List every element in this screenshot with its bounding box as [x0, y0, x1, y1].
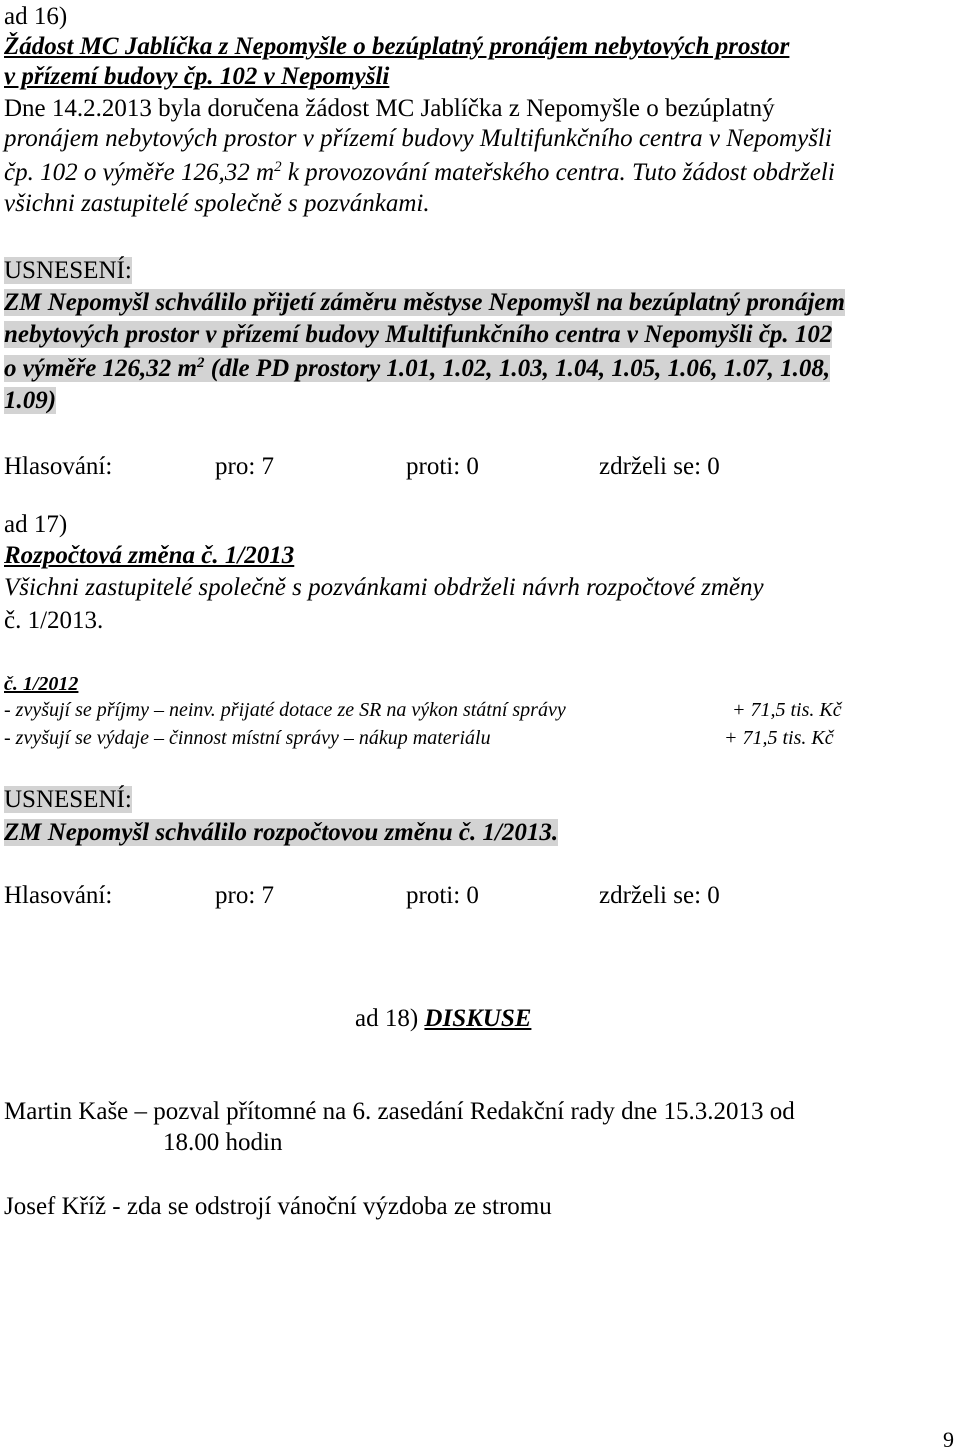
body-text-line3: čp. 102 o výměře 126,32 $m^2$ k provozování mateřského centra. Tuto žádost obdrželi [4, 159, 835, 186]
resolution-label: USNESENÍ: [4, 257, 132, 284]
body-text-ad17-line1: Všichni zastupitelé společně s pozvánkami obdrželi návrh rozpočtové změny [4, 574, 764, 601]
budget-item-2-text: - zvyšují se výdaje – činnost místní správy – nákup materiálu [4, 727, 491, 749]
vote-pro: pro: 7 [215, 882, 275, 909]
section-title-ad17: Rozpočtová změna č. 1/2013 [4, 542, 295, 569]
resolution-line4: 1.09) [4, 387, 57, 414]
vote-label: Hlasování: [4, 453, 113, 480]
diskuse-title: DISKUSE [424, 1005, 532, 1032]
page-number: 9 [943, 1427, 954, 1452]
body-text-line1: Dne 14.2.2013 byla doručena žádost MC Jablíčka z Nepomyšle o bezúplatný [4, 95, 775, 122]
discussion-entry-1-line2: 18.00 hodin [163, 1129, 283, 1156]
vote-result-ad17 [4, 881, 904, 911]
body-text-line2: pronájem nebytových prostor v přízemí budovy Multifunkčního centra v Nepomyšli [4, 125, 832, 152]
vote-proti: proti: 0 [406, 453, 479, 480]
budget-item-1-amount: + 71,5 tis. Kč [732, 699, 842, 721]
vote-zdrzeli: zdrželi se: 0 [599, 453, 720, 480]
budget-item-2 [4, 725, 904, 751]
resolution-line3: o výměře 126,32 $m^2$ (dle PD prostory 1.01, 1.02, 1.03, 1.04, 1.05, 1.06, 1.07, 1.08, [4, 355, 831, 382]
budget-item-2-amount: + 71,5 tis. Kč [724, 727, 834, 749]
resolution-line2: nebytových prostor v přízemí budovy Multifunkčního centra v Nepomyšli čp. 102 [4, 321, 833, 348]
section-title-line1: Žádost MC Jablíčka z Nepomyšle o bezúplatný pronájem nebytových prostor [4, 33, 790, 60]
budget-item-1 [4, 697, 904, 723]
vote-label: Hlasování: [4, 882, 113, 909]
body-text-ad17-line2: č. 1/2013. [4, 607, 104, 634]
body-text-line4: všichni zastupitelé společně s pozvánkami. [4, 190, 430, 217]
vote-pro: pro: 7 [215, 453, 275, 480]
resolution-label-ad17: USNESENÍ: [4, 786, 132, 813]
budget-sub-heading: č. 1/2012 [4, 673, 79, 695]
resolution-text-ad17: ZM Nepomyšl schválilo rozpočtovou změnu č. 1/2013. [4, 819, 559, 846]
resolution-line1: ZM Nepomyšl schválilo přijetí záměru městyse Nepomyšl na bezúplatný pronájem [4, 289, 845, 316]
section-heading-ad16: ad 16) [4, 3, 68, 30]
discussion-entry-1-line1: Martin Kaše – pozval přítomné na 6. zasedání Redakční rady dne 15.3.2013 od [4, 1098, 795, 1125]
section-heading-ad18: ad 18) DISKUSE [355, 1005, 532, 1032]
vote-proti: proti: 0 [406, 882, 479, 909]
vote-result-ad16 [4, 452, 904, 482]
vote-zdrzeli: zdrželi se: 0 [599, 882, 720, 909]
discussion-entry-2: Josef Kříž - zda se odstrojí vánoční výzdoba ze stromu [4, 1193, 552, 1220]
budget-item-1-text: - zvyšují se příjmy – neinv. přijaté dotace ze SR na výkon státní správy [4, 699, 566, 721]
section-title-line2: v přízemí budovy čp. 102 v Nepomyšli [4, 63, 390, 90]
section-heading-ad17: ad 17) [4, 511, 68, 538]
